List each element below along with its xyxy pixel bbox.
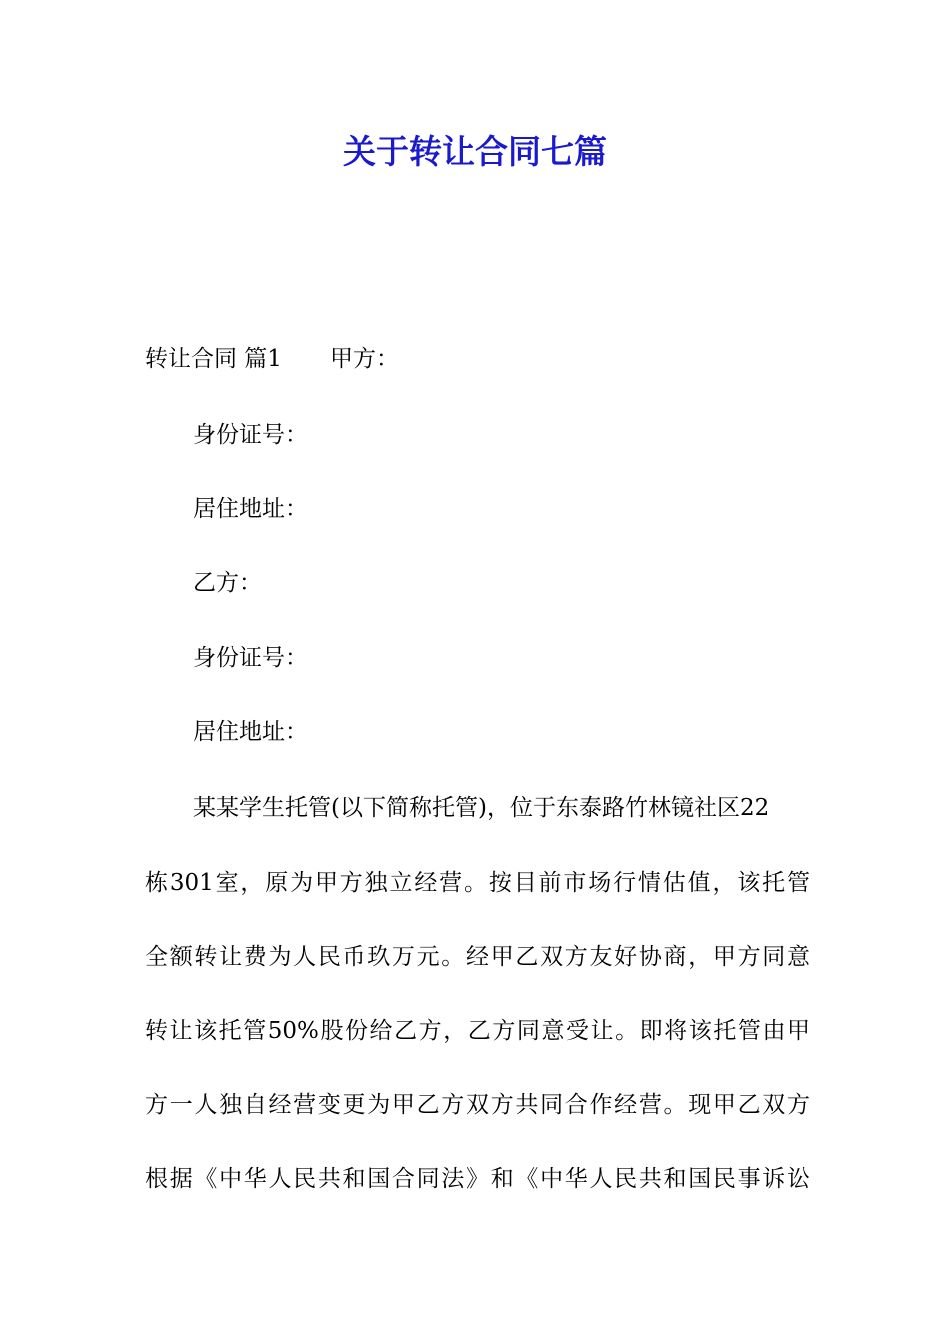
body-line: 全额转让费为人民币玖万元。经甲乙双方友好协商，甲方同意 <box>145 944 810 970</box>
body-line: 根据《中华人民共和国合同法》和《中华人民共和国民事诉讼 <box>145 1166 810 1192</box>
field-id-number-a: 身份证号： <box>193 422 308 448</box>
body-line: 某某学生托管(以下简称托管)，位于东泰路竹林镜社区22 <box>193 795 770 821</box>
field-party-b: 乙方： <box>193 570 262 596</box>
party-a-label: 甲方： <box>329 346 399 372</box>
field-address-b: 居住地址： <box>193 719 308 745</box>
section-heading: 转让合同 篇1 <box>145 346 282 372</box>
body-line: 栋301室，原为甲方独立经营。按目前市场行情估值，该托管 <box>145 870 810 896</box>
body-line: 方一人独自经营变更为甲乙方双方共同合作经营。现甲乙双方 <box>145 1092 810 1118</box>
body-line: 转让该托管50%股份给乙方，乙方同意受让。即将该托管由甲 <box>145 1018 810 1044</box>
document-title: 关于转让合同七篇 <box>343 132 607 171</box>
field-id-number-b: 身份证号： <box>193 645 308 671</box>
section-heading-line <box>145 342 810 376</box>
field-address-a: 居住地址： <box>193 496 308 522</box>
